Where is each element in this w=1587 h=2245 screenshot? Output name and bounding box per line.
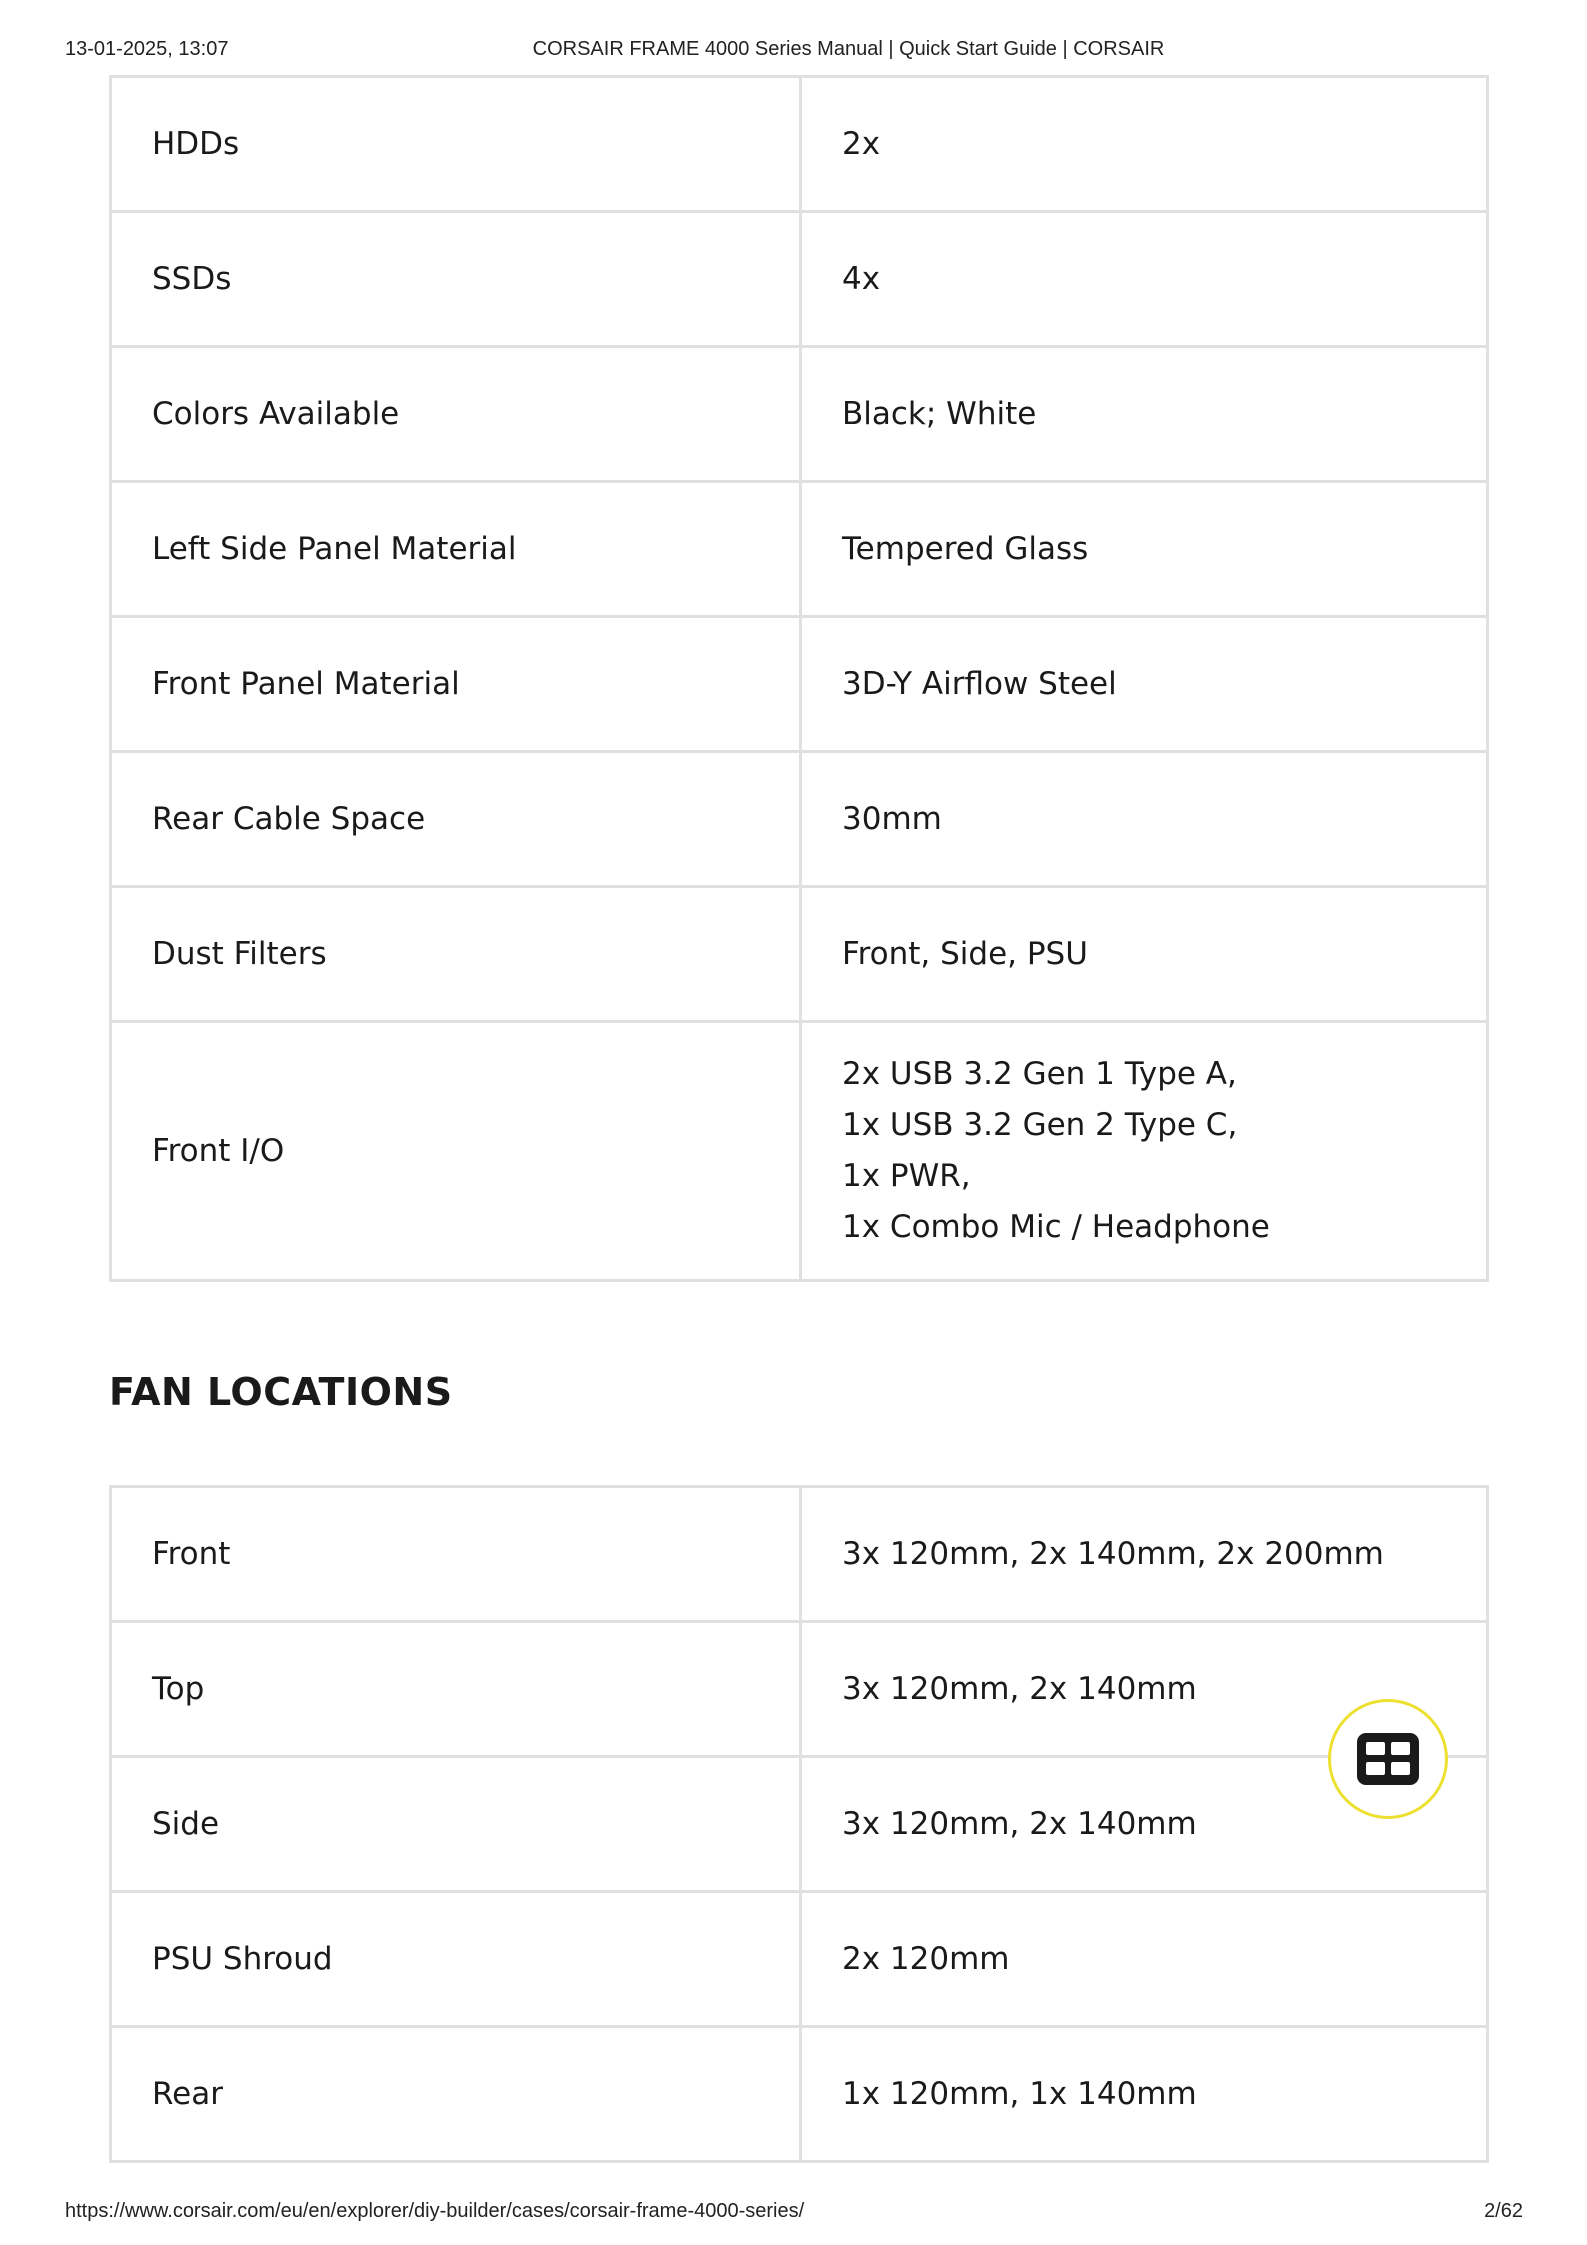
spec-value: 3D-Y Airflow Steel: [801, 617, 1488, 752]
print-header: [0, 38, 1587, 64]
page-number: 2/62: [1484, 2200, 1523, 2222]
table-row: [111, 752, 1488, 887]
table-row: [111, 617, 1488, 752]
fan-location-value: 3x 120mm, 2x 140mm: [801, 1622, 1488, 1757]
spec-label: Left Side Panel Material: [111, 482, 801, 617]
table-grid-icon: [1355, 1731, 1421, 1787]
spec-label: Front Panel Material: [111, 617, 801, 752]
table-row: [111, 2027, 1488, 2162]
fan-location-label: Rear: [111, 2027, 801, 2162]
spec-label: Colors Available: [111, 347, 801, 482]
table-row: [111, 1892, 1488, 2027]
table-row: [111, 1757, 1488, 1892]
spec-value: Tempered Glass: [801, 482, 1488, 617]
table-row: [111, 77, 1488, 212]
fan-location-label: Front: [111, 1487, 801, 1622]
table-row: [111, 1622, 1488, 1757]
fan-location-value: 3x 120mm, 2x 140mm, 2x 200mm: [801, 1487, 1488, 1622]
io-port-item: 1x PWR,: [842, 1158, 971, 1194]
table-row: [111, 887, 1488, 1022]
fan-location-value: 2x 120mm: [801, 1892, 1488, 2027]
table-row: [111, 1487, 1488, 1622]
io-port-item: 1x USB 3.2 Gen 2 Type C,: [842, 1107, 1238, 1143]
print-datetime: 13-01-2025, 13:07: [65, 38, 229, 60]
fan-location-label: Side: [111, 1757, 801, 1892]
table-row: [111, 212, 1488, 347]
fan-location-label: PSU Shroud: [111, 1892, 801, 2027]
fan-location-label: Top: [111, 1622, 801, 1757]
print-page-title: CORSAIR FRAME 4000 Series Manual | Quick Start Guide | CORSAIR: [532, 38, 1165, 60]
io-port-item: 2x USB 3.2 Gen 1 Type A,: [842, 1056, 1237, 1092]
fan-location-value: 1x 120mm, 1x 140mm: [801, 2027, 1488, 2162]
table-row: [111, 1022, 1488, 1281]
spec-value-list: [801, 1022, 1488, 1281]
section-title: FAN LOCATIONS: [109, 1370, 453, 1414]
spec-value: Black; White: [801, 347, 1488, 482]
spec-value: 4x: [801, 212, 1488, 347]
spec-label: Front I/O: [111, 1022, 801, 1281]
table-row: [111, 482, 1488, 617]
spec-value: Front, Side, PSU: [801, 887, 1488, 1022]
spec-label: Rear Cable Space: [111, 752, 801, 887]
spec-label: SSDs: [111, 212, 801, 347]
print-footer: [0, 2200, 1587, 2226]
spec-label: HDDs: [111, 77, 801, 212]
fan-locations-table: [109, 1485, 1489, 2163]
table-of-contents-button[interactable]: [1328, 1699, 1448, 1819]
page-url: https://www.corsair.com/eu/en/explorer/diy-builder/cases/corsair-frame-4000-series/: [65, 2200, 805, 2222]
specifications-table: [109, 75, 1489, 1282]
io-port-item: 1x Combo Mic / Headphone: [842, 1209, 1270, 1245]
table-row: [111, 347, 1488, 482]
spec-value: 30mm: [801, 752, 1488, 887]
spec-value: 2x: [801, 77, 1488, 212]
spec-label: Dust Filters: [111, 887, 801, 1022]
fan-location-value: 3x 120mm, 2x 140mm: [801, 1757, 1488, 1892]
